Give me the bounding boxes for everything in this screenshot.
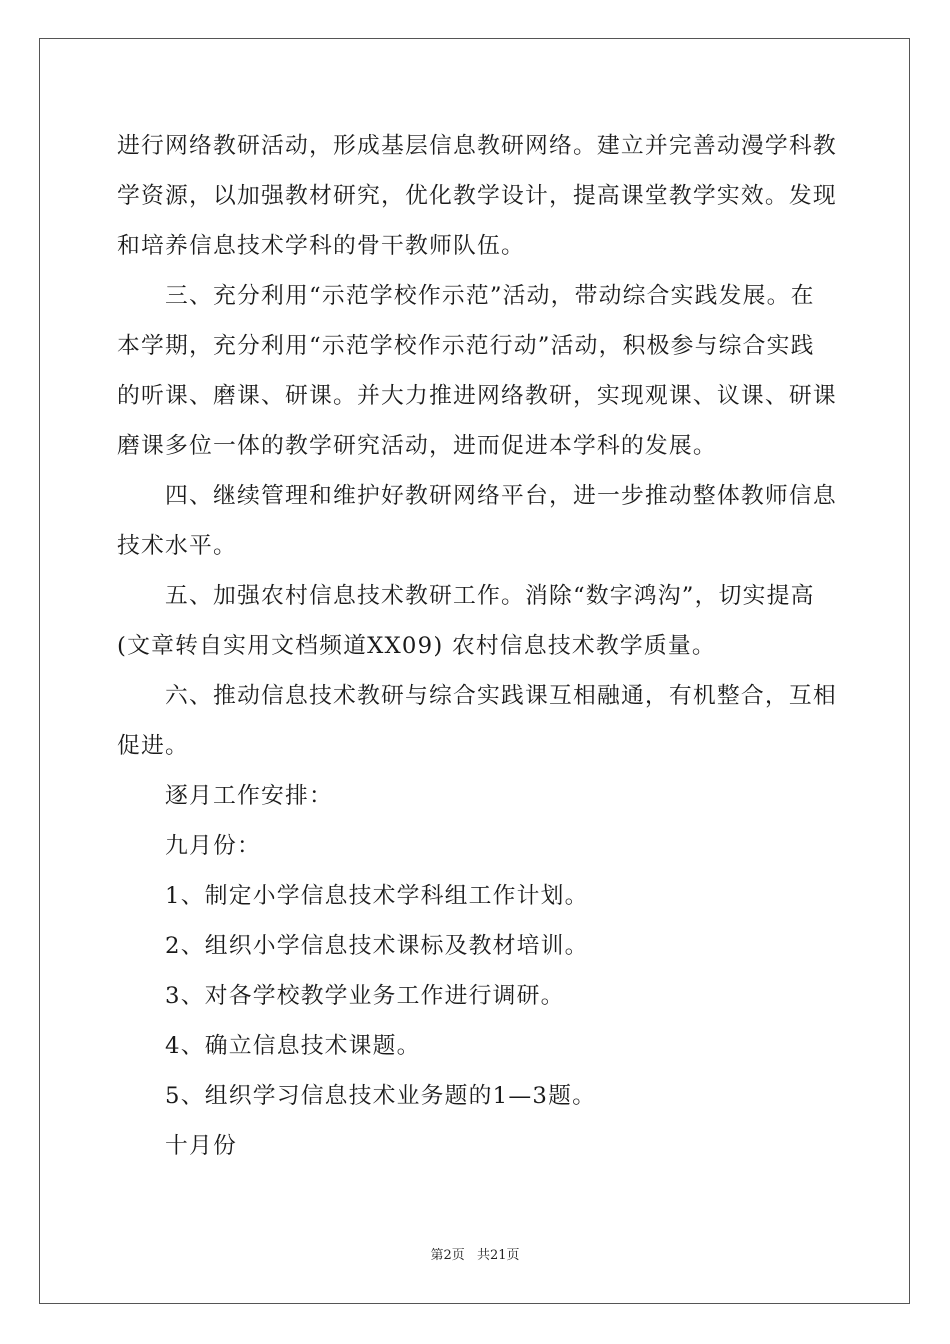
page-total: 共21页 [476, 1248, 520, 1263]
page-number: 第2页 [430, 1248, 465, 1263]
paragraph-line: 技术水平。 [117, 533, 237, 559]
list-item: 1、制定小学信息技术学科组工作计划。 [165, 883, 589, 909]
paragraph-line: 本学期，充分利用“示范学校作示范行动”活动，积极参与综合实践 [117, 333, 815, 359]
page-footer [0, 1244, 950, 1263]
paragraph-line: 五、加强农村信息技术教研工作。消除“数字鸿沟”，切实提高 [165, 583, 815, 609]
month-heading: 九月份： [165, 833, 261, 859]
section-heading: 逐月工作安排： [165, 783, 333, 809]
paragraph-line: (文章转自实用文档频道XX09) 农村信息技术教学质量。 [117, 633, 716, 659]
paragraph-line: 学资源，以加强教材研究，优化教学设计，提高课堂教学实效。发现 [117, 183, 837, 209]
list-item: 3、对各学校教学业务工作进行调研。 [165, 983, 565, 1009]
paragraph-line: 促进。 [117, 733, 189, 759]
paragraph-line: 六、推动信息技术教研与综合实践课互相融通，有机整合，互相 [165, 683, 837, 709]
month-heading: 十月份 [165, 1133, 237, 1159]
paragraph-line: 磨课多位一体的教学研究活动，进而促进本学科的发展。 [117, 433, 717, 459]
paragraph-line: 和培养信息技术学科的骨干教师队伍。 [117, 233, 525, 259]
paragraph-line: 四、继续管理和维护好教研网络平台，进一步推动整体教师信息 [165, 483, 837, 509]
paragraph-line: 的听课、磨课、研课。并大力推进网络教研，实现观课、议课、研课 [117, 383, 837, 409]
list-item: 5、组织学习信息技术业务题的1—3题。 [165, 1083, 597, 1109]
paragraph-line: 进行网络教研活动，形成基层信息教研网络。建立并完善动漫学科教 [117, 133, 837, 159]
paragraph-line: 三、充分利用“示范学校作示范”活动，带动综合实践发展。在 [165, 283, 815, 309]
list-item: 4、确立信息技术课题。 [165, 1033, 421, 1059]
list-item: 2、组织小学信息技术课标及教材培训。 [165, 933, 589, 959]
